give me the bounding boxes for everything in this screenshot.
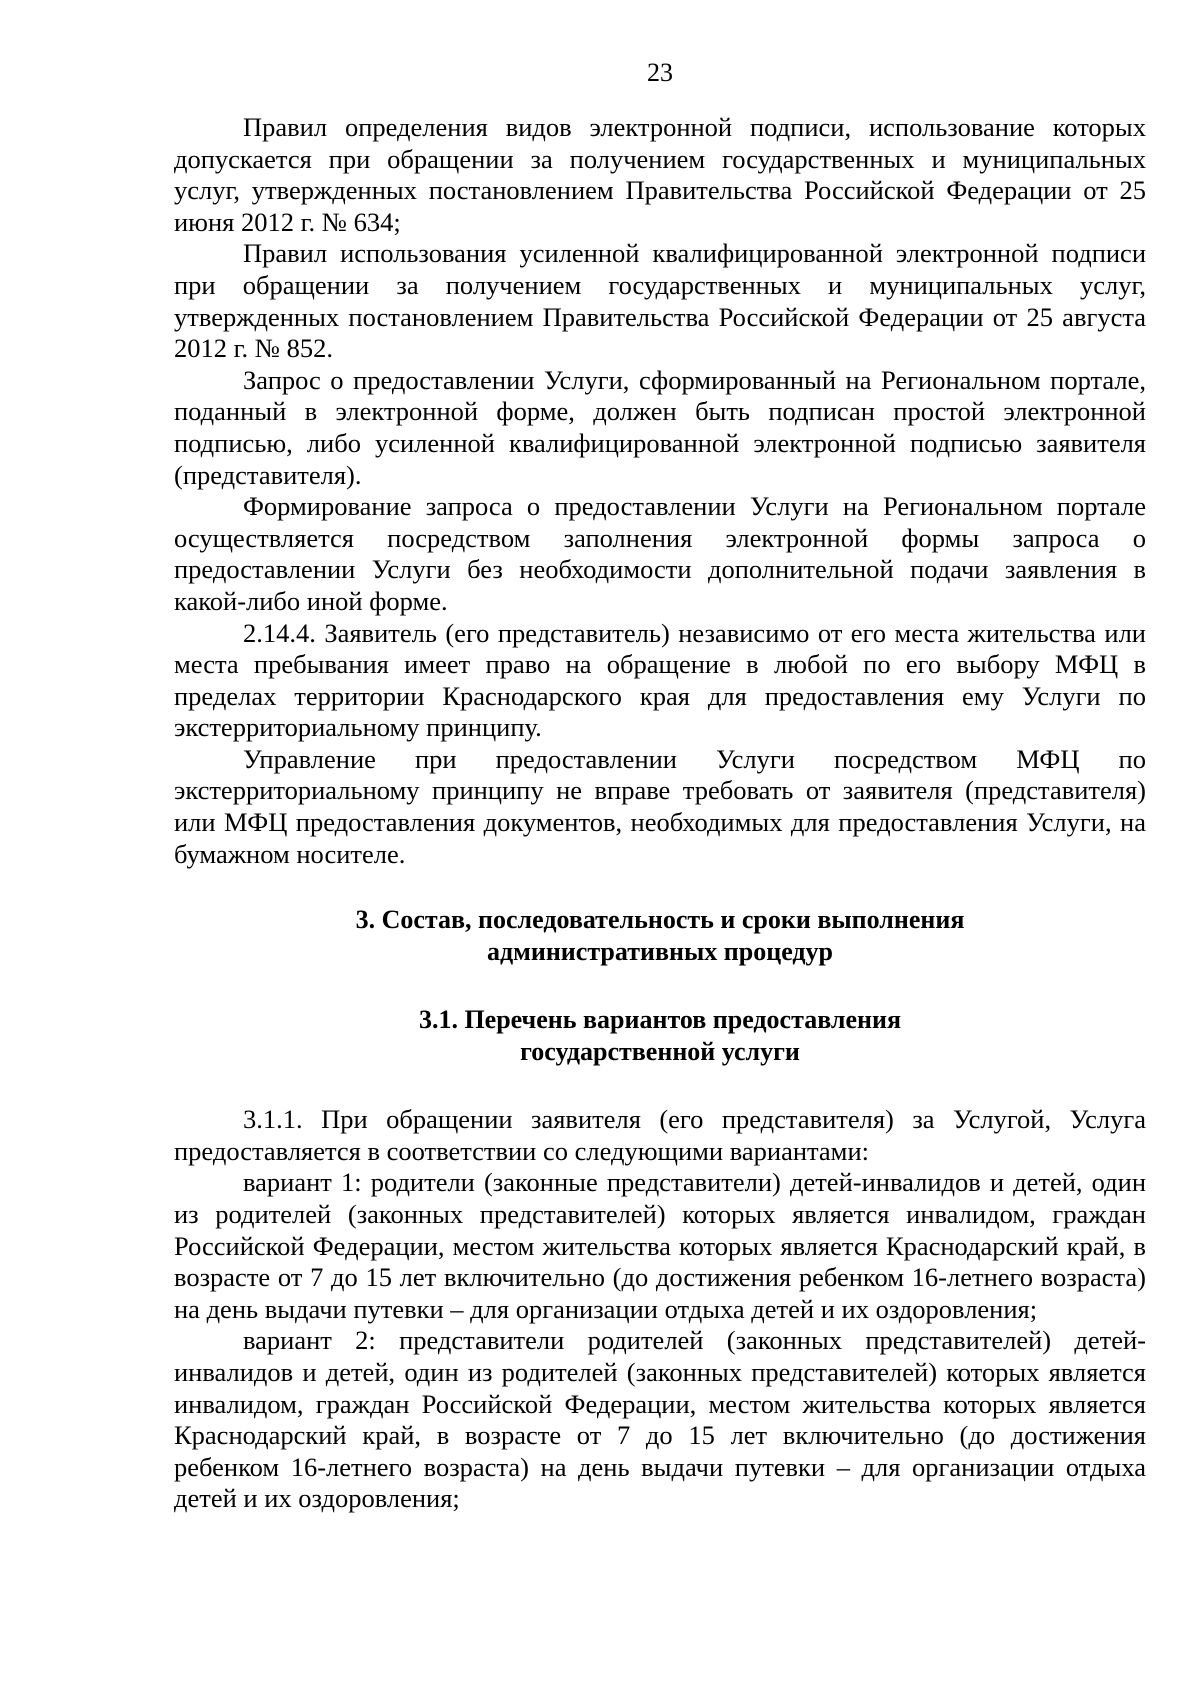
paragraph-2-14-4: 2.14.4. Заявитель (его представитель) независимо от его места жительства или места пребывания имеет право на обращение в любой по его выбору МФЦ в пределах территории Краснодарского края для предоставления ему Услуги по экстерриториальному принципу. [174, 617, 1146, 743]
section-heading-3-line2: административных процедур [486, 937, 834, 967]
section-heading-3-line1: 3. Состав, последовательность и сроки выполнения [355, 905, 965, 935]
paragraph-extraterritorial: Управление при предоставлении Услуги посредством МФЦ по экстерриториальному принципу не вправе требовать от заявителя (представителя) или МФЦ предоставления документов, необходимых для предоставления Услуги, на бумажном носителе. [174, 743, 1146, 869]
paragraph-request-signature: Запрос о предоставлении Услуги, сформированный на Региональном портале, поданный в электронной форме, должен быть подписан простой электронной подписью, либо усиленной квалифицированной электронной подписью заявителя (представителя). [174, 364, 1146, 490]
section-heading-3-1 [174, 1004, 1146, 1068]
document-body [174, 112, 1146, 1515]
paragraph-request-forming: Формирование запроса о предоставлении Услуги на Региональном портале осуществляется посредством заполнения электронной формы запроса о предоставлении Услуги без необходимости дополнительной подачи заявления в какой-либо иной форме. [174, 491, 1146, 616]
paragraph-esign-rules-634: Правил определения видов электронной подписи, использование которых допускается при обращении за получением государственных и муниципальных услуг, утвержденных постановлением Правительства Российской Федерации от 25 июня 2012 г. № 634; [174, 112, 1146, 237]
paragraph-3-1-1: 3.1.1. При обращении заявителя (его представителя) за Услугой, Услуга предоставляется в соответствии со следующими вариантами: [174, 1104, 1146, 1166]
paragraph-variant-2: вариант 2: представители родителей (законных представителей) детей-инвалидов и детей, один из родителей (законных представителей) которых является инвалидом, граждан Российской Федерации, местом жительства которых является Краснодарский край, в возрасте от 7 до 15 лет включительно (до достижения ребенком 16-летнего возраста) на день выдачи путевки – для организации отдыха детей и их оздоровления; [174, 1325, 1146, 1514]
paragraph-esign-rules-852: Правил использования усиленной квалифицированной электронной подписи при обращении за получением государственных и муниципальных услуг, утвержденных постановлением Правительства Российской Федерации от 25 августа 2012 г. № 852. [174, 238, 1146, 364]
section-heading-3-1-line2: государственной услуги [520, 1037, 800, 1067]
page-number: 23 [647, 58, 673, 87]
section-heading-3-1-line1: 3.1. Перечень вариантов предоставления [418, 1005, 902, 1035]
section-heading-3 [174, 904, 1146, 968]
paragraph-variant-1: вариант 1: родители (законные представители) детей-инвалидов и детей, один из родителей (законных представителей) которых является инвалидом, граждан Российской Федерации, местом жительства которых является Краснодарский край, в возрасте от 7 до 15 лет включительно (до достижения ребенком 16-летнего возраста) на день выдачи путевки – для организации отдыха детей и их оздоровления; [174, 1167, 1146, 1324]
